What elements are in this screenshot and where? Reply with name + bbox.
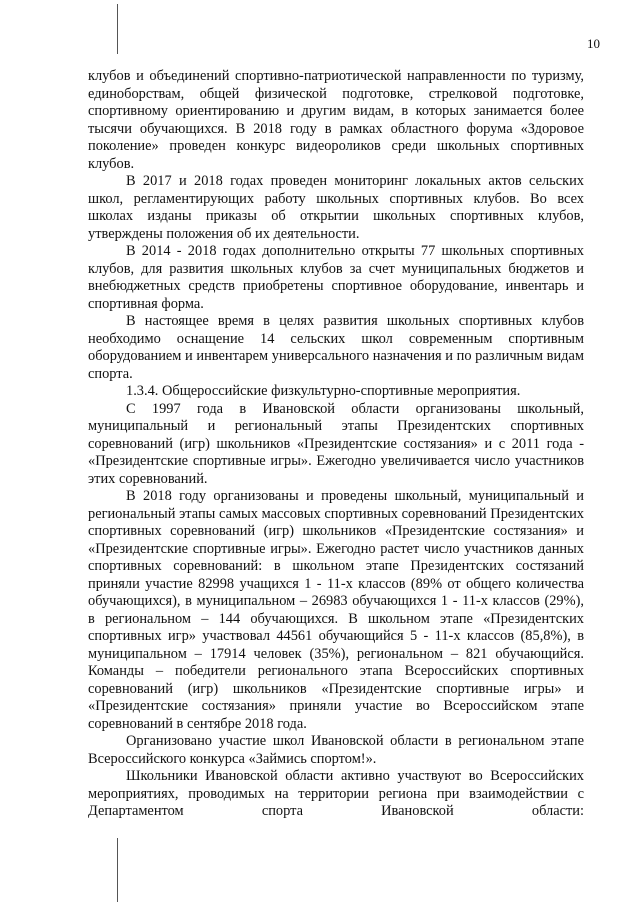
paragraph-monitoring: В 2017 и 2018 годах проведен мониторинг локальных актов сельских школ, регламентирующих работу школьных спортивных клубов. Во всех школах изданы приказы об открытии школьных спортивных клубов, утверждены положения об их деятельности. [88, 173, 584, 242]
scan-margin-line-top [117, 4, 118, 54]
paragraph-contest-participation: Организовано участие школ Ивановской области в региональном этапе Всероссийского конкурса «Займись спортом!». [88, 733, 584, 767]
paragraph-all-russian-events: Школьники Ивановской области активно участвуют во Всероссийских мероприятиях, проводимых на территории региона при взаимодействии с Департаментом спорта Ивановской области: [88, 768, 584, 819]
scan-margin-line-bottom [117, 838, 118, 902]
paragraph-clubs-continuation: клубов и объединений спортивно-патриотической направленности по туризму, единоборствам, общей физической подготовке, стрелковой подготовке, спортивному ориентированию и другим видам, в которых занимается более тысячи обучающихся. В 2018 году в рамках областного форума «Здоровое поколение» проведен конкурс видеороликов среди школьных спортивных клубов. [88, 68, 584, 172]
document-body [88, 68, 584, 821]
paragraph-new-clubs: В 2014 - 2018 годах дополнительно открыты 77 школьных спортивных клубов, для развития школьных клубов за счет муниципальных бюджетов и внебюджетных средств приобретены спортивное оборудование, инвентарь и спортивная форма. [88, 243, 584, 312]
section-heading-1-3-4: 1.3.4. Общероссийские физкультурно-спортивные мероприятия. [126, 383, 521, 399]
page-number: 10 [587, 36, 600, 51]
paragraph-2018-competitions: В 2018 году организованы и проведены школьный, муниципальный и региональный этапы самых массовых спортивных соревнований Президентских спортивных соревнований (игр) школьников «Президентские состязания» и «Президентские спортивные игры». Ежегодно растет число участников данных спортивных соревнований: в школьном этапе Президентских состязаний приняли участие 82998 учащихся 1 - 11-х классов (89% от общего количества обучающихся), в муниципальном – 26983 обучающихся 1 - 11-х классов (29%), в региональном – 144 обучающихся. В школьном этапе «Президентских спортивных игр» участвовал 44561 обучающийся 5 - 11-х классов (85,8%), в муниципальном – 17914 человек (35%), региональном – 821 обучающийся. Команды – победители регионального этапа Всероссийских спортивных соревнований (игр) школьников «Президентские спортивные игры» и «Президентские состязания» приняли участие во Всероссийском этапе соревнований в сентябре 2018 года. [88, 488, 584, 732]
paragraph-since-1997: С 1997 года в Ивановской области организованы школьный, муниципальный и региональный этапы Президентских спортивных соревнований (игр) школьников «Президентские состязания» и с 2011 года - «Президентские спортивные игры». Ежегодно увеличивается число участников этих соревнований. [88, 400, 584, 487]
paragraph-equipment-need: В настоящее время в целях развития школьных спортивных клубов необходимо оснащение 14 сельских школ современным спортивным оборудованием и инвентарем универсального назначения и по различным видам спорта. [88, 313, 584, 382]
